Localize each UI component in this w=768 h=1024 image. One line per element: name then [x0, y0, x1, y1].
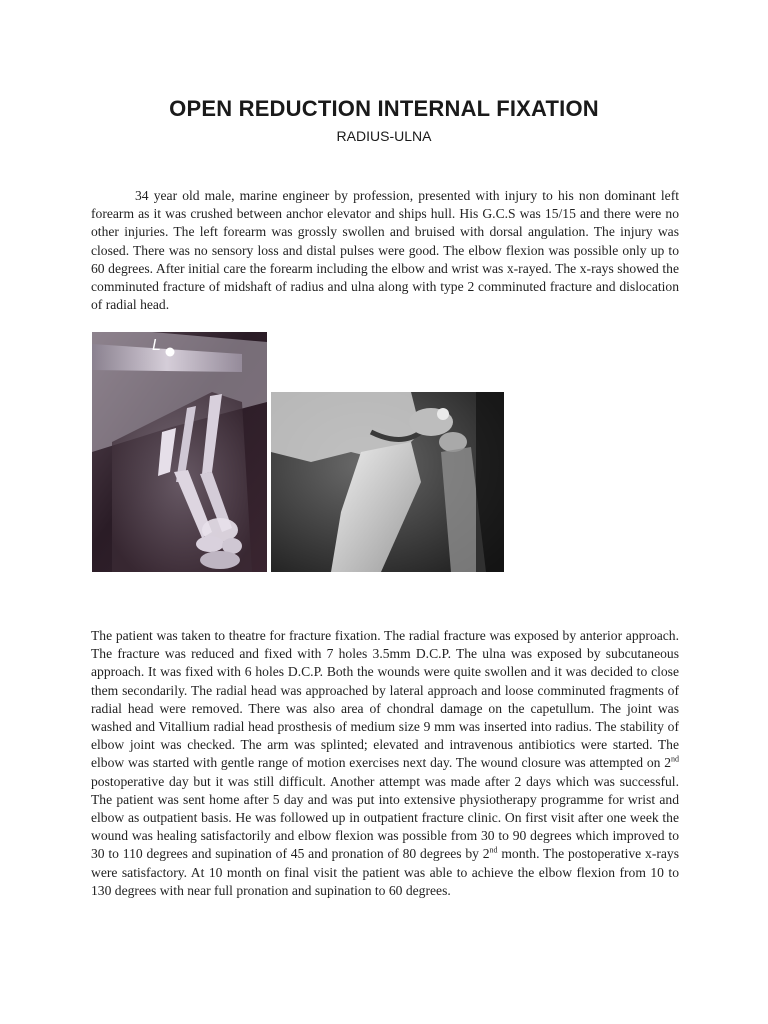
superscript-nd-2: nd — [489, 845, 498, 855]
forearm-xray-image — [92, 332, 267, 572]
procedure-text-part1: The patient was taken to theatre for fracture fixation. The radial fracture was exposed by anterior approach. The fracture was reduced and fixed with 7 holes 3.5mm D.C.P. The ulna was exposed by subcutaneous approach. It was fixed with 6 holes D.C.P. Both the wounds were quite swollen and it was decided to close them secondarily. The radial head was approached by lateral approach and loose comminuted fragments of radial head were removed. There was also area of chondral damage on the capetullum. The joint was washed and Vitallium radial head prosthesis of medium size 9 mm was inserted into radius. The stability of elbow joint was checked. The arm was splinted; elevated and intravenous antibiotics were started. The elbow was started with gentle range of motion exercises next day. The wound closure was attempted on 2 — [91, 628, 679, 771]
procedure-text-part2: postoperative day but it was still difficult. Another attempt was made after 2 days which was successful. The patient was sent home after 5 day and was put into extensive physiotherapy programme for wrist and elbow as outpatient basis. He was followed up in outpatient fracture clinic. On first visit after one week the wound was healing satisfactorily and elbow flexion was possible from 30 to 90 degrees which improved to 30 to 110 degrees and supination of 45 and pronation of 80 degrees by 2 — [91, 773, 679, 862]
procedure-paragraph — [91, 627, 679, 900]
page-title: OPEN REDUCTION INTERNAL FIXATION — [169, 96, 599, 121]
superscript-nd-1: nd — [671, 754, 679, 764]
procedure-text-part3: month. The postoperative x-rays were satisfactory. At 10 month on final visit the patient was able to achieve the elbow flexion from 10 to 130 degrees with near full pronation and supination to 60 degrees. — [91, 846, 679, 898]
elbow-xray-image — [271, 392, 504, 572]
page-subtitle: RADIUS-ULNA — [336, 128, 432, 144]
xray-side-marker: L — [152, 337, 161, 354]
intro-paragraph: 34 year old male, marine engineer by profession, presented with injury to his non dominant left forearm as it was crushed between anchor elevator and ships hull. His G.C.S was 15/15 and there were no other injuries. The left forearm was grossly swollen and bruised with dorsal angulation. The injury was closed. There was no sensory loss and distal pulses were good. The elbow flexion was possible only up to 60 degrees. After initial care the forearm including the elbow and wrist was x-rayed. The x-rays showed the comminuted fracture of midshaft of radius and ulna along with type 2 comminuted fracture and dislocation of radial head. — [91, 188, 679, 313]
